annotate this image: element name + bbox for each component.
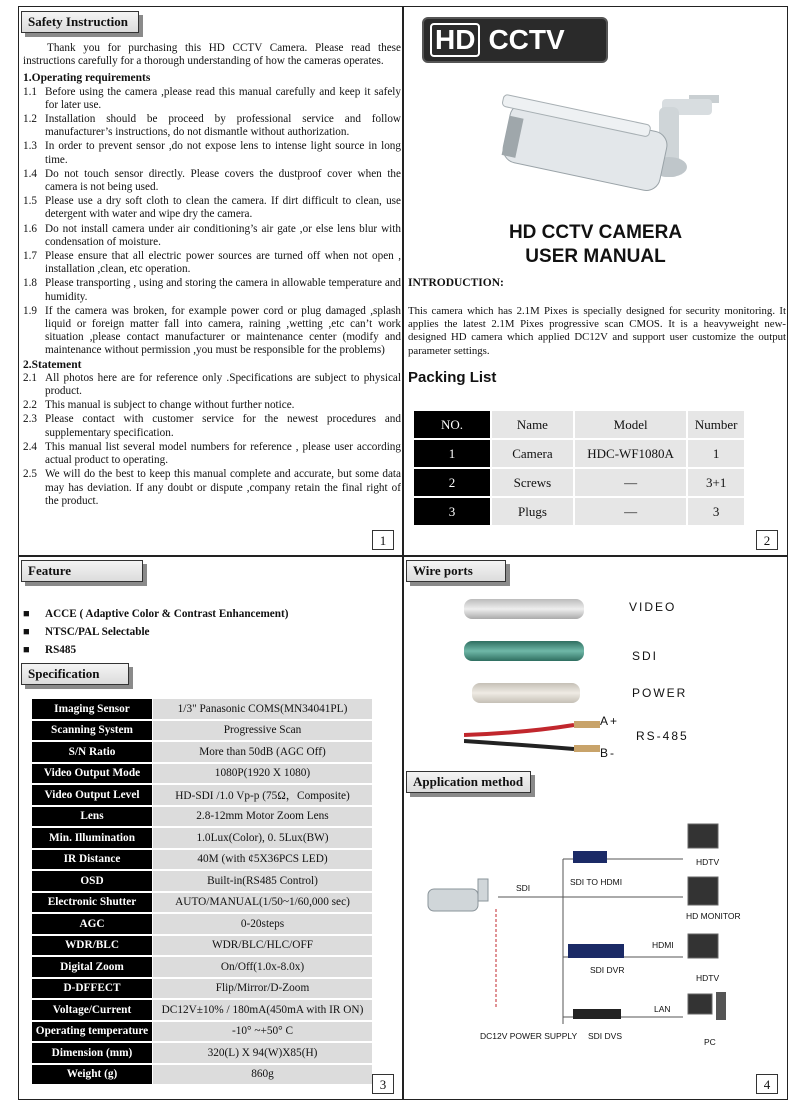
spec-value: 1.0Lux(Color), 0. 5Lux(BW) [153, 828, 372, 848]
cell-name: Plugs [492, 498, 573, 525]
feature-header: Feature [21, 560, 143, 582]
item-text: We will do the best to keep this manual complete and accurate, but some data may has deviation. If any doubt or dispute ,company retain the final right of the product. [45, 468, 401, 507]
cell-no: 3 [414, 498, 490, 525]
table-row [32, 764, 372, 784]
item-number: 1.8 [23, 277, 37, 290]
list-item [23, 223, 401, 249]
spec-value: On/Off(1.0x-8.0x) [153, 957, 372, 977]
item-text: This manual is subject to change without further notice. [45, 399, 295, 412]
cell-model: — [575, 469, 686, 496]
hd-cctv-logo [422, 17, 608, 63]
item-text: If the camera was broken, for example power cord or plug damaged ,splash liquid or foreign matter fall into camera, raining ,wetting ,etc can’t work situation ,please contact manufacturer or maintenance center (modify and maintenance without permission ,you must be responsible for the problems) [45, 304, 401, 357]
spec-key: Video Output Level [32, 785, 152, 805]
statement-title: 2.Statement [23, 358, 82, 371]
list-item [23, 113, 401, 139]
label-sdi-dvs: SDI DVS [588, 1031, 623, 1041]
table-row [414, 440, 744, 467]
table-row [32, 1022, 372, 1042]
item-text: This manual list several model numbers for reference , please user according actual product to operating. [45, 440, 401, 467]
list-item [23, 468, 401, 508]
table-row [32, 936, 372, 956]
list-item [23, 277, 401, 303]
item-text: Do not install camera under air conditioning’s air gate ,or else lens blur with condensation of moisture. [45, 222, 401, 248]
spec-value: Built-in(RS485 Control) [153, 871, 372, 891]
item-number: 1.1 [23, 85, 37, 98]
item-number: 1.2 [23, 113, 37, 126]
table-row [32, 957, 372, 977]
power-cable [472, 683, 580, 703]
table-row [32, 828, 372, 848]
page-number-4: 4 [756, 1074, 778, 1094]
table-row [32, 1000, 372, 1020]
item-text: Before using the camera ,please read this manual carefully and keep it safely for later use. [45, 85, 401, 111]
list-item [23, 305, 401, 358]
spec-key: Dimension (mm) [32, 1043, 152, 1063]
table-row [32, 721, 372, 741]
spec-value: 0-20steps [153, 914, 372, 934]
item-text: Please ensure that all electric power sources are turned off when not open , installation ,clean, etc operation. [45, 250, 401, 276]
label-hdtv-1: HDTV [696, 857, 720, 867]
spec-key: Imaging Sensor [32, 699, 152, 719]
list-item [23, 372, 401, 398]
rs485-wires [464, 715, 614, 761]
title-line-1: HD CCTV CAMERA [508, 222, 683, 243]
list-item [23, 86, 401, 112]
operating-requirements-title: 1.Operating requirements [23, 72, 151, 85]
item-number: 1.3 [23, 140, 37, 153]
spec-key: AGC [32, 914, 152, 934]
camera-image [474, 77, 734, 207]
cell-number: 3 [688, 498, 744, 525]
spec-value: AUTO/MANUAL(1/50~1/60,000 sec) [153, 893, 372, 913]
feature-item: ■ NTSC/PAL Selectable [45, 626, 150, 638]
introduction-text: This camera which has 2.1M Pixes is specially designed for security monitoring. It applies the latest 2.1M Pixes progressive scan CMOS. It is a heavyweight new-designed HD camera which applied DC12V and support user customize the output parameter settings. [408, 305, 786, 357]
table-row [32, 893, 372, 913]
item-text: In order to prevent sensor ,do not expose lens to intense light source in long time. [45, 140, 401, 166]
item-number: 1.7 [23, 250, 37, 263]
item-number: 1.9 [23, 304, 37, 317]
logo-hd-text: HD [430, 23, 480, 57]
video-cable [464, 599, 584, 619]
port-label-sdi: SDI [632, 649, 659, 663]
col-model: Model [575, 411, 686, 438]
spec-key: Weight (g) [32, 1065, 152, 1085]
rs485-a-plus: A+ [600, 714, 620, 728]
spec-key: S/N Ratio [32, 742, 152, 762]
label-sdi-dvr: SDI DVR [590, 965, 625, 975]
table-row [414, 469, 744, 496]
page-3 [18, 556, 403, 1100]
spec-value: DC12V±10% / 180mA(450mA with IR ON) [153, 1000, 372, 1020]
cell-model: — [575, 498, 686, 525]
item-text: Please use a dry soft cloth to clean the camera. If dirt difficult to clean, use detergent with water and wipe dry the camera. [45, 195, 401, 221]
intro-paragraph: Thank you for purchasing this HD CCTV Camera. Please read these instructions carefully for a thorough understanding of how the cameras operates. [23, 42, 401, 68]
spec-value: 1/3" Panasonic COMS(MN34041PL) [153, 699, 372, 719]
table-row [32, 742, 372, 762]
list-item [23, 413, 401, 439]
page-2 [403, 6, 788, 556]
label-power-supply: DC12V POWER SUPPLY [480, 1031, 578, 1041]
cell-number: 1 [688, 440, 744, 467]
spec-key: OSD [32, 871, 152, 891]
spec-value: 2.8-12mm Motor Zoom Lens [153, 807, 372, 827]
packing-header-row [414, 411, 744, 438]
col-number: Number [688, 411, 744, 438]
label-sdi: SDI [516, 883, 531, 893]
item-text: Please transporting , using and storing the camera in allowable temperature and humidity. [45, 277, 401, 303]
spec-key: Digital Zoom [32, 957, 152, 977]
item-number: 2.3 [23, 413, 37, 426]
item-number: 2.1 [23, 371, 37, 384]
statement-list [23, 372, 401, 508]
specification-header: Specification [21, 663, 129, 685]
port-label-rs485: RS-485 [636, 729, 689, 743]
spec-key: Voltage/Current [32, 1000, 152, 1020]
page-number-2: 2 [756, 530, 778, 550]
spec-value: 860g [153, 1065, 372, 1085]
title-line-2: USER MANUAL [525, 246, 666, 267]
spec-key: Lens [32, 807, 152, 827]
table-row [32, 979, 372, 999]
cell-name: Camera [492, 440, 573, 467]
page-number-3: 3 [372, 1074, 394, 1094]
col-name: Name [492, 411, 573, 438]
spec-key: D-DFFECT [32, 979, 152, 999]
port-label-power: POWER [632, 686, 688, 700]
table-row [32, 914, 372, 934]
table-row [414, 498, 744, 525]
table-row [32, 699, 372, 719]
spec-value: WDR/BLC/HLC/OFF [153, 936, 372, 956]
cell-model: HDC-WF1080A [575, 440, 686, 467]
label-sdi-to-hdmi: SDI TO HDMI [570, 877, 623, 887]
page-1 [18, 6, 403, 556]
item-number: 1.5 [23, 195, 37, 208]
item-number: 1.6 [23, 222, 37, 235]
list-item [23, 399, 401, 412]
table-row [32, 871, 372, 891]
label-pc: PC [704, 1037, 716, 1047]
cell-no: 2 [414, 469, 490, 496]
table-row [32, 785, 372, 805]
list-item [23, 195, 401, 221]
spec-value: HD-SDI /1.0 Vp-p (75Ω，Composite) [153, 785, 372, 805]
spec-value: More than 50dB (AGC Off) [153, 742, 372, 762]
rs485-b-minus: B- [600, 746, 616, 760]
page-4 [403, 556, 788, 1100]
packing-list-title: Packing List [408, 369, 497, 386]
item-number: 2.2 [23, 399, 37, 412]
safety-instruction-header: Safety Instruction [21, 11, 139, 33]
cell-number: 3+1 [688, 469, 744, 496]
specification-table [31, 697, 373, 1086]
col-no: NO. [414, 411, 490, 438]
spec-value: 40M (with ¢5X36PCS LED) [153, 850, 372, 870]
feature-item: ■ RS485 [45, 644, 76, 656]
port-label-video: VIDEO [629, 600, 677, 614]
application-method-header: Application method [406, 771, 531, 793]
table-row [32, 850, 372, 870]
logo-cctv-text: CCTV [488, 24, 565, 55]
safety-body [23, 42, 401, 509]
item-text: Do not touch sensor directly. Please covers the dustproof cover when the camera is not being used. [45, 167, 401, 194]
page-number-1: 1 [372, 530, 394, 550]
label-lan: LAN [654, 1004, 671, 1014]
spec-value: Progressive Scan [153, 721, 372, 741]
sdi-cable [464, 641, 584, 661]
spec-value: -10° ~+50° C [153, 1022, 372, 1042]
cell-no: 1 [414, 440, 490, 467]
spec-key: Operating temperature [32, 1022, 152, 1042]
item-number: 1.4 [23, 167, 37, 180]
operating-requirements-list [23, 86, 401, 358]
spec-value: Flip/Mirror/D-Zoom [153, 979, 372, 999]
item-number: 2.5 [23, 468, 37, 481]
spec-value: 320(L) X 94(W)X85(H) [153, 1043, 372, 1063]
wire-ports-header: Wire ports [406, 560, 506, 582]
feature-item: ■ ACCE ( Adaptive Color & Contrast Enhancement) [45, 608, 288, 620]
list-item [23, 168, 401, 194]
label-hdtv-2: HDTV [696, 973, 720, 983]
list-item [23, 140, 401, 166]
label-hd-monitor: HD MONITOR [686, 911, 741, 921]
list-item [23, 441, 401, 467]
spec-key: Scanning System [32, 721, 152, 741]
item-text: Installation should be proceed by professional service and follow manufacturer’s instructions, do not dismantle without authorization. [45, 113, 401, 139]
spec-value: 1080P(1920 X 1080) [153, 764, 372, 784]
table-row [32, 1065, 372, 1085]
spec-key: Electronic Shutter [32, 893, 152, 913]
label-hdmi: HDMI [652, 940, 674, 950]
table-row [32, 807, 372, 827]
item-text: Please contact with customer service for the newest procedures and supplementary specification. [45, 413, 401, 439]
spec-key: Min. Illumination [32, 828, 152, 848]
cell-name: Screws [492, 469, 573, 496]
introduction-label: INTRODUCTION: [408, 277, 504, 289]
spec-key: WDR/BLC [32, 936, 152, 956]
packing-list-table [412, 409, 746, 527]
spec-key: Video Output Mode [32, 764, 152, 784]
list-item [23, 250, 401, 276]
item-number: 2.4 [23, 440, 37, 453]
item-text: All photos here are for reference only .Specifications are subject to physical product. [45, 371, 401, 398]
application-diagram [418, 809, 768, 1049]
spec-key: IR Distance [32, 850, 152, 870]
table-row [32, 1043, 372, 1063]
